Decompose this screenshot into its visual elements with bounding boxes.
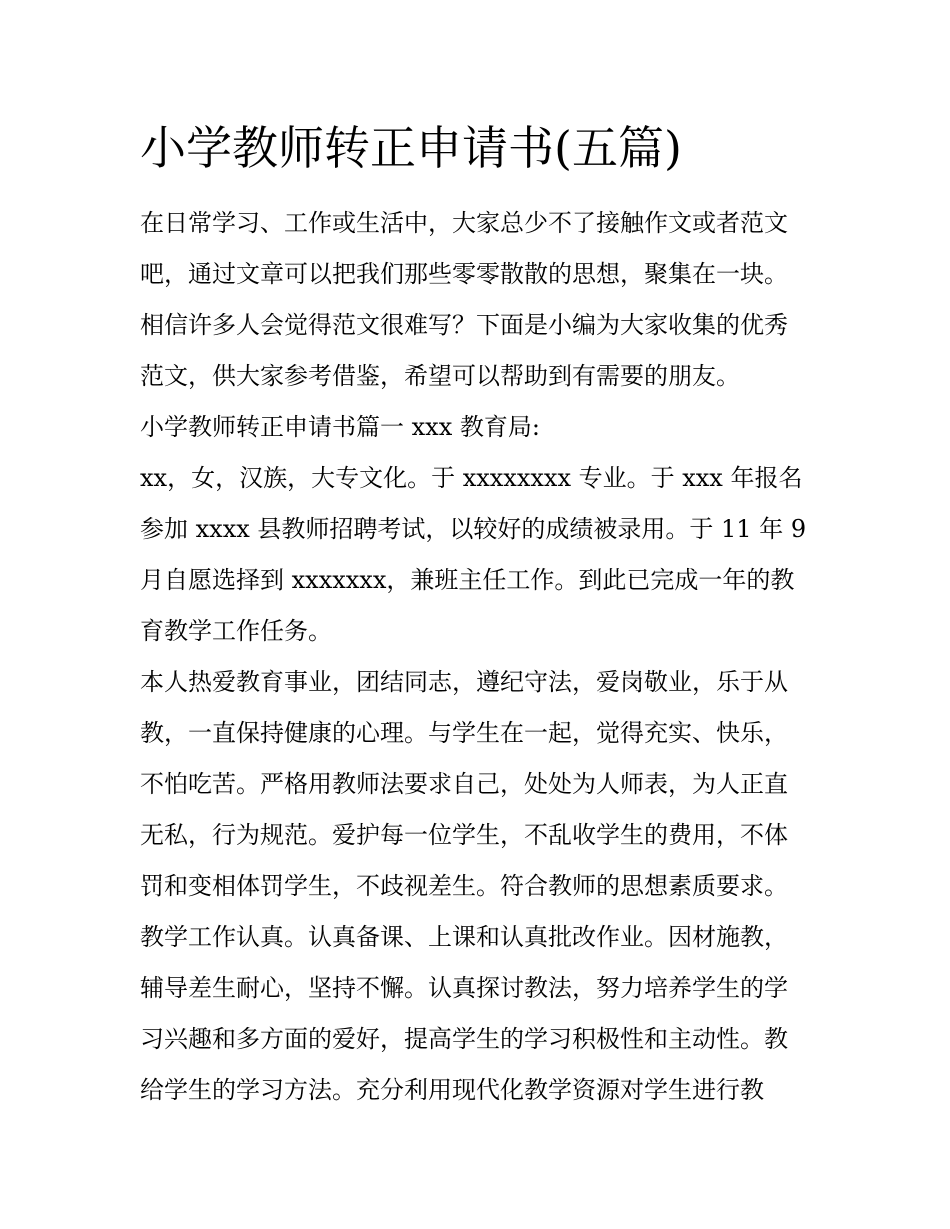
body-line: 辅导差生耐心，坚持不懈。认真探讨教法，努力培养学生的学 [140,974,788,1002]
body-line: 无私，行为规范。爱护每一位学生，不乱收学生的费用，不体 [140,821,788,849]
body-line: 月自愿选择到 xxxxxxx，兼班主任工作。到此已完成一年的教 [140,566,795,594]
body-line: 不怕吃苦。严格用教师法要求自己，处处为人师表，为人正直 [140,770,788,798]
body-line: 参加 xxxx 县教师招聘考试，以较好的成绩被录用。于 11 年 9 [140,515,807,543]
body-line: 教，一直保持健康的心理。与学生在一起，觉得充实、快乐， [140,719,788,747]
document-body [140,198,820,1116]
body-line: 罚和变相体罚学生，不歧视差生。符合教师的思想素质要求。 [140,872,788,900]
body-line: 育教学工作任务。 [140,617,332,645]
body-line: 习兴趣和多方面的爱好，提高学生的学习积极性和主动性。教 [140,1025,788,1053]
body-line: 相信许多人会觉得范文很难写？下面是小编为大家收集的优秀 [140,311,788,339]
body-line: 教学工作认真。认真备课、上课和认真批改作业。因材施教， [140,923,788,951]
body-line: 在日常学习、工作或生活中，大家总少不了接触作文或者范文 [140,209,788,237]
body-line: xx，女，汉族，大专文化。于 xxxxxxxx 专业。于 xxx 年报名 [140,464,803,492]
body-line: 范文，供大家参考借鉴，希望可以帮助到有需要的朋友。 [140,362,740,390]
body-line: 吧，通过文章可以把我们那些零零散散的思想，聚集在一块。 [140,260,788,288]
body-line: 本人热爱教育事业，团结同志，遵纪守法，爱岗敬业，乐于从 [140,668,788,696]
body-line: 给学生的学习方法。充分利用现代化教学资源对学生进行教 [140,1076,764,1104]
section-heading-line: 小学教师转正申请书篇一 xxx 教育局: [140,413,540,441]
document-title: 小学教师转正申请书(五篇) [140,121,682,175]
